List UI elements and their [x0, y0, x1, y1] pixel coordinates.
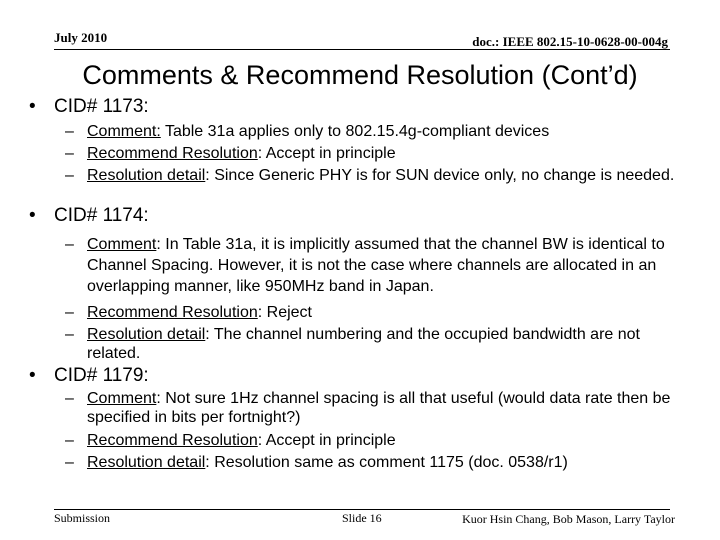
resolution-item — [65, 431, 685, 450]
footer-slide-number: Slide 16 — [342, 511, 382, 525]
detail-item — [65, 325, 685, 363]
comment-label: Comment — [87, 236, 157, 253]
header-date: July 2010 — [54, 30, 108, 45]
bullet-dot: • — [29, 365, 36, 386]
comment-text: Table 31a applies only to 802.15.4g-compliant devices — [160, 123, 550, 140]
resolution-label: Recommend Resolution — [87, 304, 258, 321]
resolution-label: Recommend Resolution — [87, 145, 258, 162]
comment-text: : In Table 31a, it is implicitly assumed that the channel BW is identical to Channel Spacing. However, it is not the case where channels are allocated in an overlapping manner, like 950MHz band in Japan. — [87, 236, 665, 295]
detail-label: Resolution detail — [87, 454, 206, 471]
bullet-cid-1173 — [29, 96, 149, 118]
dash: – — [65, 123, 74, 140]
resolution-text: : Accept in principle — [257, 432, 396, 449]
dash: – — [65, 167, 74, 184]
comment-item — [65, 389, 685, 427]
detail-label: Resolution detail — [87, 167, 206, 184]
resolution-text: : Accept in principle — [257, 145, 396, 162]
detail-text: : The channel numbering and the occupied bandwidth are not related. — [87, 326, 640, 362]
footer-authors: Kuor Hsin Chang, Bob Mason, Larry Taylor — [462, 512, 675, 526]
cid-label: CID# 1173: — [54, 96, 149, 117]
dash: – — [65, 326, 74, 343]
bullet-dot: • — [29, 205, 36, 226]
bullet-cid-1179 — [29, 365, 149, 387]
header-doc-id: doc.: IEEE 802.15-10-0628-00-004g — [472, 34, 668, 49]
resolution-item — [65, 144, 685, 163]
resolution-item — [65, 303, 685, 322]
dash: – — [65, 304, 74, 321]
dash: – — [65, 454, 74, 471]
dash: – — [65, 432, 74, 449]
detail-label: Resolution detail — [87, 326, 206, 343]
detail-text: : Since Generic PHY is for SUN device only, no change is needed. — [205, 167, 675, 184]
comment-item — [65, 234, 685, 297]
comment-item — [65, 122, 685, 141]
footer-submission: Submission — [54, 511, 111, 525]
resolution-label: Recommend Resolution — [87, 432, 258, 449]
footer-rule — [54, 509, 670, 510]
detail-text: : Resolution same as comment 1175 (doc. 0538/r1) — [205, 454, 568, 471]
comment-text: : Not sure 1Hz channel spacing is all that useful (would data rate then be specified in bits per fortnight?) — [87, 390, 671, 426]
cid-label: CID# 1179: — [54, 365, 149, 386]
cid-label: CID# 1174: — [54, 205, 149, 226]
detail-item — [65, 453, 685, 472]
comment-label: Comment — [87, 390, 157, 407]
dash: – — [65, 390, 74, 407]
bullet-cid-1174 — [29, 205, 149, 227]
dash: – — [65, 236, 74, 253]
slide-title: Comments & Recommend Resolution (Cont’d) — [82, 60, 638, 90]
resolution-text: : Reject — [257, 304, 312, 321]
comment-label: Comment: — [87, 123, 161, 140]
detail-item — [65, 166, 685, 185]
bullet-dot: • — [29, 96, 36, 117]
header-rule — [54, 49, 670, 50]
dash: – — [65, 145, 74, 162]
